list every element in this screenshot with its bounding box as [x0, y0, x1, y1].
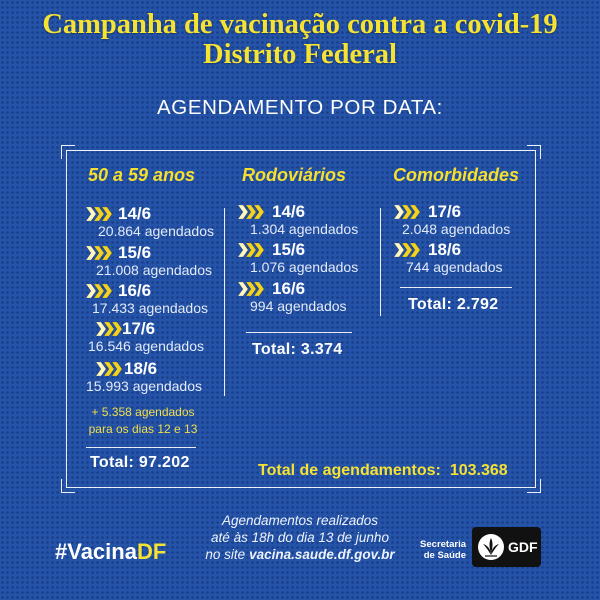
- double-chevron-right-icon: [238, 282, 266, 296]
- double-chevron-right-icon: [86, 207, 114, 221]
- schedule-date: 16/6: [118, 281, 152, 300]
- schedule-date: 17/6: [122, 319, 156, 338]
- double-chevron-right-icon: [86, 284, 114, 298]
- gdf-emblem-icon: [477, 533, 505, 561]
- secretaria-label: Secretaria: [420, 539, 466, 550]
- schedule-date: 18/6: [428, 240, 462, 259]
- schedule-count: 2.048 agendados: [402, 221, 511, 237]
- schedule-date: 14/6: [118, 204, 152, 223]
- column-total: Total: 2.792: [408, 296, 499, 313]
- column-total: Total: 97.202: [90, 454, 190, 471]
- date-row: [238, 240, 388, 276]
- date-row: [394, 240, 544, 276]
- secretaria-label: de Saúde: [423, 550, 466, 561]
- footer-note-prefix: no site: [205, 547, 246, 562]
- double-chevron-right-icon: [96, 322, 124, 336]
- schedule-count: 15.993 agendados: [86, 378, 202, 394]
- double-chevron-right-icon: [86, 246, 114, 260]
- schedule-date: 15/6: [118, 243, 152, 262]
- column-title: 50 a 59 anos: [88, 165, 196, 185]
- frame-corner: [527, 479, 541, 493]
- grand-total: [258, 461, 508, 481]
- column-total: Total: 3.374: [252, 341, 343, 358]
- schedule-count: 16.546 agendados: [88, 338, 204, 354]
- schedule-count: 21.008 agendados: [96, 262, 212, 278]
- frame-corner: [61, 145, 75, 159]
- column-title: Comorbidades: [393, 165, 520, 185]
- hashtag-prefix: #Vacina: [55, 539, 137, 564]
- date-row: [86, 204, 236, 240]
- gdf-logo: [472, 527, 541, 567]
- grand-total-value: 103.368: [449, 462, 508, 479]
- footer-note-line: Agendamentos realizados: [221, 513, 379, 528]
- column-divider: [380, 208, 381, 316]
- section-heading: AGENDAMENTO POR DATA:: [157, 96, 443, 119]
- date-row: [394, 202, 544, 238]
- double-chevron-right-icon: [394, 205, 422, 219]
- schedule-date: 17/6: [428, 202, 462, 221]
- extra-schedule-note: + 5.358 agendados: [91, 405, 195, 419]
- frame-corner: [61, 479, 75, 493]
- date-row: [238, 202, 388, 238]
- date-row: [86, 243, 236, 279]
- schedule-date: 15/6: [272, 240, 306, 259]
- footer-note-line: até às 18h do dia 13 de junho: [211, 530, 389, 545]
- campaign-region: Distrito Federal: [203, 39, 397, 70]
- total-separator: [400, 287, 512, 288]
- site-url: vacina.saude.df.gov.br: [249, 547, 395, 562]
- column-title: Rodoviários: [242, 165, 347, 185]
- schedule-date: 14/6: [272, 202, 306, 221]
- schedule-count: 744 agendados: [406, 259, 503, 275]
- schedule-date: 16/6: [272, 279, 306, 298]
- schedule-count: 17.433 agendados: [92, 300, 208, 316]
- column-divider: [224, 208, 225, 396]
- double-chevron-right-icon: [394, 243, 422, 257]
- date-row: [238, 279, 388, 315]
- frame-corner: [527, 145, 541, 159]
- total-separator: [86, 447, 196, 448]
- schedule-count: 20.864 agendados: [98, 223, 214, 239]
- schedule-date: 18/6: [124, 359, 158, 378]
- extra-schedule-note: para os dias 12 e 13: [88, 422, 198, 436]
- date-row: [86, 281, 236, 317]
- double-chevron-right-icon: [96, 362, 124, 376]
- hashtag-suffix: DF: [136, 539, 167, 564]
- schedule-count: 1.076 agendados: [250, 259, 359, 275]
- hashtag: [55, 539, 166, 565]
- grand-total-label: Total de agendamentos:: [258, 462, 441, 479]
- schedule-count: 1.304 agendados: [250, 221, 359, 237]
- footer-note-site-line: [170, 546, 430, 563]
- gdf-logo-text: GDF: [508, 539, 538, 555]
- double-chevron-right-icon: [238, 243, 266, 257]
- campaign-title: Campanha de vacinação contra a covid-19: [42, 9, 558, 40]
- schedule-count: 994 agendados: [250, 298, 347, 314]
- double-chevron-right-icon: [238, 205, 266, 219]
- total-separator: [246, 332, 352, 333]
